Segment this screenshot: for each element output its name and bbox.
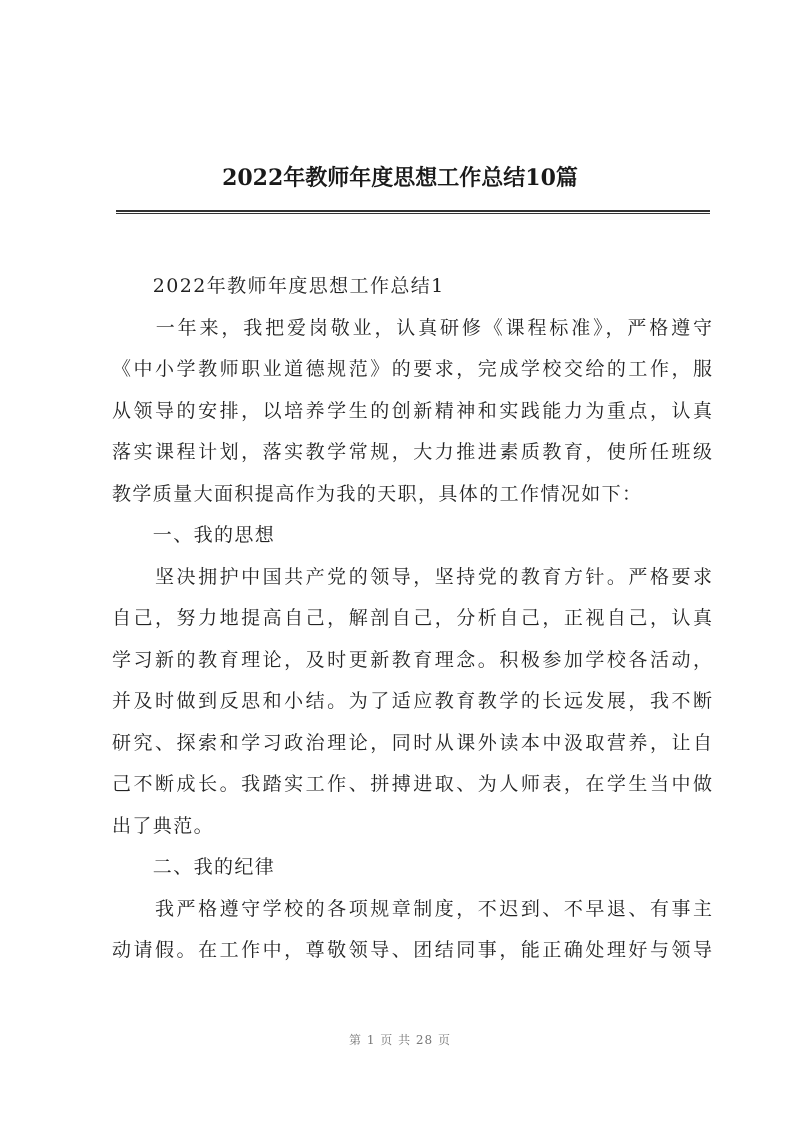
page-number: 第 1 页 共 28 页 <box>349 1033 451 1047</box>
paragraph-line: 出了典范。 <box>112 814 215 837</box>
section-heading: 一、我的思想 <box>112 524 276 546</box>
paragraph-line: 一年来，我把爱岗敬业，认真研修《课程标准》，严格遵守 <box>112 316 712 339</box>
paragraph-line: 自己，努力地提高自己，解剖自己，分析自己，正视自己，认真 <box>112 607 712 629</box>
paragraph-line: 落实课程计划，落实教学常规，大力推进素质教育，使所任班级 <box>112 441 712 463</box>
paragraph-line: 学习新的教育理论，及时更新教育理念。积极参加学校各活动， <box>112 648 712 671</box>
paragraph-line: 己不断成长。我踏实工作、拼搏进取、为人师表，在学生当中做 <box>112 773 712 795</box>
title-divider <box>116 210 710 214</box>
paragraph-line: 研究、探索和学习政治理论，同时从课外读本中汲取营养，让自 <box>112 731 712 754</box>
section-heading: 二、我的纪律 <box>112 856 276 878</box>
paragraph-line: 并及时做到反思和小结。为了适应教育教学的长远发展，我不断 <box>112 690 712 712</box>
paragraph-line: 《中小学教师职业道德规范》的要求，完成学校交给的工作，服 <box>112 358 712 380</box>
paragraph-line: 我严格遵守学校的各项规章制度，不迟到、不早退、有事主 <box>112 897 712 920</box>
paragraph-line: 动请假。在工作中，尊敬领导、团结同事，能正确处理好与领导 <box>112 939 712 961</box>
page-title: 2022年教师年度思想工作总结10篇 <box>222 165 578 191</box>
section-heading: 2022年教师年度思想工作总结1 <box>112 275 445 297</box>
document-body <box>112 266 712 972</box>
paragraph-line: 教学质量大面积提高作为我的天职，具体的工作情况如下： <box>112 482 643 505</box>
paragraph-line: 坚决拥护中国共产党的领导，坚持党的教育方针。严格要求 <box>112 565 712 588</box>
paragraph-line: 从领导的安排，以培养学生的创新精神和实践能力为重点，认真 <box>112 399 712 422</box>
